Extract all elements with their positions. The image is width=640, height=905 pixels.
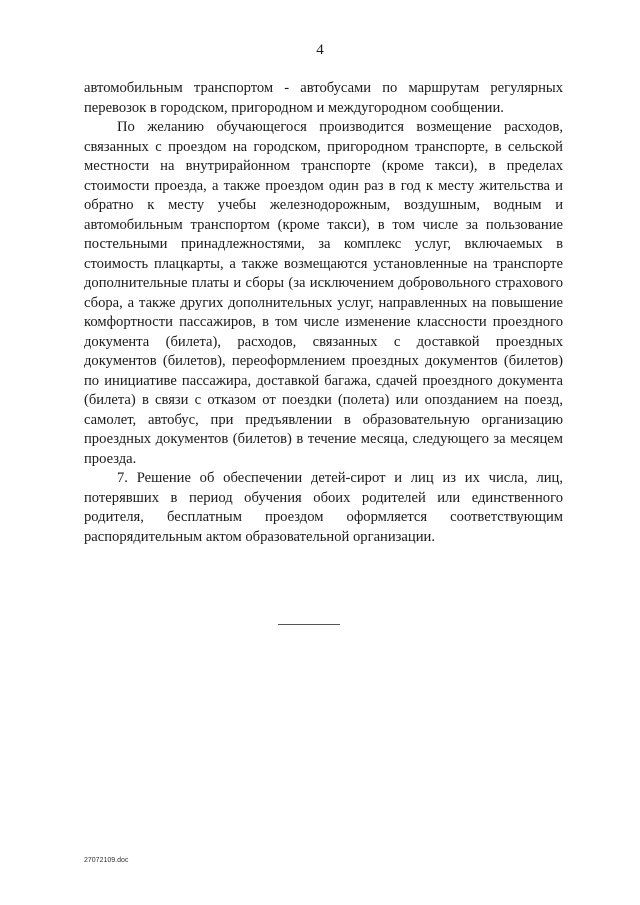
paragraph-expense-reimbursement: По желанию обучающегося производится возмещение расходов, связанных с проездом на городском, пригородном транспорте, в сельской местности на внутрирайонном транспорте (кроме такси), в пределах стоимости проезда, а также проездом один раз в год к месту жительства и обратно к месту учебы железнодорожным, воздушным, водным и автомобильным транспортом (кроме такси), в том числе за пользование постельными принадлежностями, за комплекс услуг, включаемых в стоимость плацкарты, а также возмещаются установленные на транспорте дополнительные платы и сборы (за исключением добровольного страхового сбора, а также других дополнительных услуг, направленных на повышение комфортности пассажиров, в том числе изменение классности проездного документа (билета), расходов, связанных с доставкой проездных документов (билетов), переоформлением проездных документов (билетов) по инициативе пассажира, доставкой багажа, сдачей проездного документа (билета) в связи с отказом от поездки (полета) или опозданием на поезд, самолет, автобус, при предъявлении в образовательную организацию проездных документов (билетов) в течение месяца, следующего за месяцем проезда. (84, 119, 563, 467)
paragraph-continuation: автомобильным транспортом - автобусами по маршрутам регулярных перевозок в городском, пригородном и междугородном сообщении. (84, 80, 563, 116)
footer-filename: 27072109.doc (84, 857, 129, 864)
page-number: 4 (316, 42, 324, 58)
paragraph-item-7: 7. Решение об обеспечении детей-сирот и лиц из их числа, лиц, потерявших в период обучения обоих родителей или единственного родителя, бесплатным проездом оформляется соответствующим распорядительным актом образовательной организации. (84, 470, 563, 545)
end-separator-line (278, 624, 340, 625)
document-body (84, 79, 563, 547)
